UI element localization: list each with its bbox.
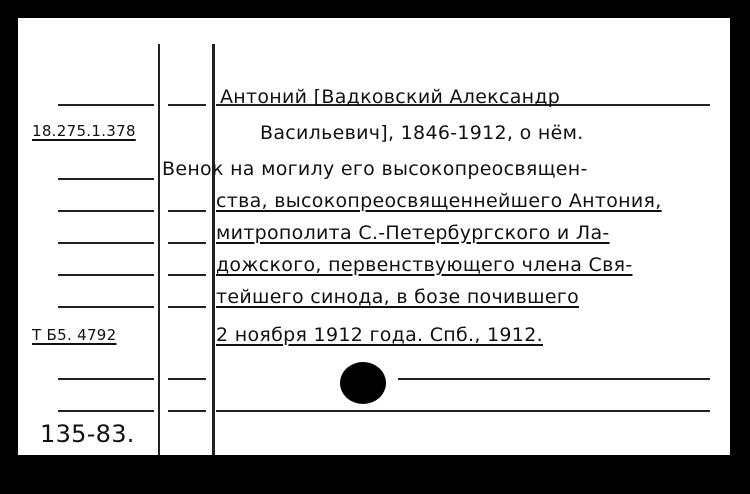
entry-line-7: тейшего синода, в бозе почившего [216,286,580,308]
mid-rule-5 [168,306,206,308]
left-rule-3 [58,210,154,212]
left-rule-8 [58,410,154,412]
mid-rule-4 [168,274,206,276]
margin-rule-left [158,44,160,455]
mid-rule-2 [168,210,206,212]
left-rule-2 [58,178,154,180]
mid-rule-6 [168,378,206,380]
catalog-card [18,18,730,455]
mid-rule-1 [168,104,206,106]
entry-line-4: ства, высокопреосвященнейшего Антония, [216,190,662,212]
text-rule-10 [216,410,710,412]
punch-hole [340,362,386,404]
entry-line-1: Антоний [Вадковский Александр [220,86,561,108]
text-rule-9 [398,378,710,380]
entry-line-3: Венок на могилу его высокопреосвящен- [162,158,588,180]
left-rule-6 [58,306,154,308]
left-rule-5 [58,274,154,276]
entry-line-8: 2 ноября 1912 года. Спб., 1912. [216,324,543,346]
left-rule-4 [58,242,154,244]
call-number-top: 18.275.1.378 [32,122,136,140]
call-number-bottom: 135-83. [40,420,135,448]
mid-rule-3 [168,242,206,244]
entry-line-6: дожского, первенствующего члена Свя- [216,254,633,276]
mid-rule-7 [168,410,206,412]
left-rule-1 [58,104,154,106]
margin-rule-right [212,44,215,455]
left-rule-7 [58,378,154,380]
call-number-middle: Т Б5. 4792 [32,326,117,344]
entry-line-2: Васильевич], 1846-1912, о нём. [260,122,584,144]
entry-line-5: митрополита С.-Петербургского и Ла- [216,222,610,244]
